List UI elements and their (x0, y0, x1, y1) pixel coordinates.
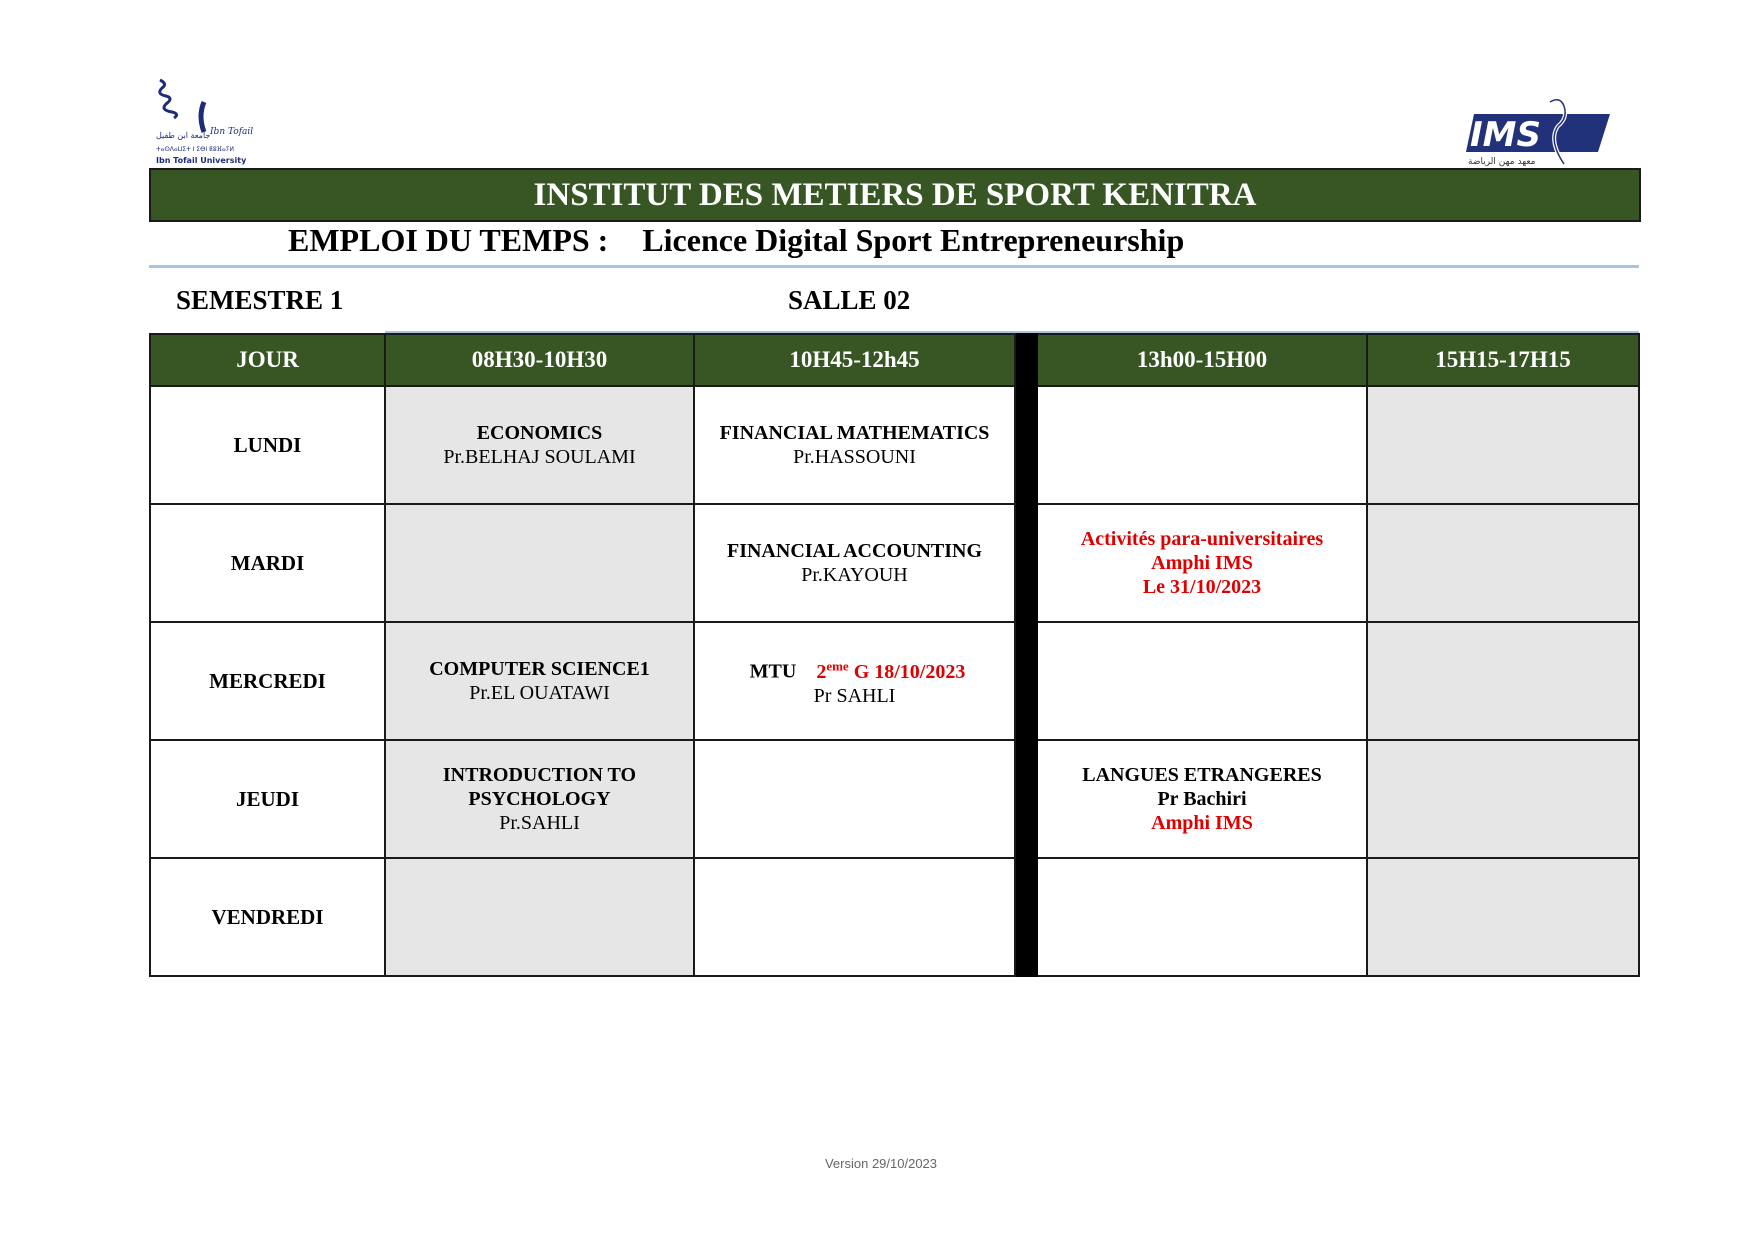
professor: Pr Bachiri (1157, 788, 1247, 810)
divider-line (149, 265, 1639, 268)
header-slot-1: 08H30-10H30 (385, 334, 694, 386)
institute-title-bar: INSTITUT DES METIERS DE SPORT KENITRA (149, 168, 1641, 222)
lunch-separator (1015, 622, 1037, 740)
event-cell (1037, 504, 1367, 622)
svg-text:جامعة ابن طفيل: جامعة ابن طفيل (156, 131, 211, 140)
lunch-separator (1015, 386, 1037, 504)
professor: Pr.KAYOUH (801, 564, 908, 586)
course-name: LANGUES ETRANGERES (1082, 764, 1322, 786)
ims-logo (1464, 96, 1614, 168)
lunch-separator (1015, 504, 1037, 622)
semester-label: SEMESTRE 1 (176, 285, 344, 315)
course-cell (1037, 740, 1367, 858)
note-rest: G 18/10/2023 (853, 660, 966, 683)
professor: Pr.BELHAJ SOULAMI (443, 446, 636, 468)
course-cell (385, 622, 694, 740)
svg-text:Ibn Tofail: Ibn Tofail (210, 127, 254, 137)
lunch-separator (1015, 334, 1037, 386)
day-cell: VENDREDI (150, 858, 385, 976)
note-superscript: eme (826, 658, 849, 674)
empty-cell (694, 858, 1015, 976)
course-name: INTRODUCTION TO (442, 764, 637, 786)
empty-cell (1037, 858, 1367, 976)
professor: Pr.SAHLI (499, 812, 580, 834)
empty-cell (694, 740, 1015, 858)
empty-cell (385, 504, 694, 622)
program-name: Licence Digital Sport Entrepreneurship (642, 222, 1185, 258)
svg-text:ⵜⴰⵙⴷⴰⵡⵉⵜ ⵏ ⵉⴱⵏ ⵟⵓⴼⴰⵢⵍ: ⵜⴰⵙⴷⴰⵡⵉⵜ ⵏ ⵉⴱⵏ ⵟⵓⴼⴰⵢⵍ (156, 146, 235, 153)
svg-text:معهد مهن الرياضة: معهد مهن الرياضة (1468, 157, 1536, 167)
course-cell (694, 504, 1015, 622)
header-slot-4: 15H15-17H15 (1367, 334, 1639, 386)
event-location: Amphi IMS (1151, 552, 1253, 574)
room-label: SALLE 02 (788, 285, 911, 315)
empty-cell (1037, 622, 1367, 740)
empty-cell (1367, 504, 1639, 622)
empty-cell (1367, 386, 1639, 504)
empty-cell (1367, 622, 1639, 740)
svg-text:Ibn Tofail University: Ibn Tofail University (156, 156, 247, 165)
table-row (150, 740, 1639, 858)
svg-text:IMS: IMS (1470, 115, 1541, 155)
day-cell: MARDI (150, 504, 385, 622)
header-row (150, 334, 1639, 386)
schedule-subtitle (288, 222, 1184, 259)
version-label: Version 29/10/2023 (824, 1156, 938, 1171)
course-name: MTU (749, 660, 797, 683)
event-date: Le 31/10/2023 (1142, 576, 1262, 598)
course-name: ECONOMICS (476, 422, 603, 444)
event-name: Activités para-universitaires (1080, 528, 1324, 550)
empty-cell (1037, 386, 1367, 504)
day-cell: LUNDI (150, 386, 385, 504)
subtitle-label: EMPLOI DU TEMPS : (288, 222, 609, 258)
table-row (150, 858, 1639, 976)
course-cell (385, 740, 694, 858)
course-cell (694, 622, 1015, 740)
course-location: Amphi IMS (1151, 812, 1253, 834)
table-row (150, 386, 1639, 504)
course-name: PSYCHOLOGY (468, 788, 611, 810)
ibn-tofail-university-logo (152, 76, 254, 166)
header-slot-3: 13h00-15H00 (1037, 334, 1367, 386)
course-note (816, 658, 966, 683)
header-day: JOUR (150, 334, 385, 386)
day-cell: MERCREDI (150, 622, 385, 740)
course-name: FINANCIAL MATHEMATICS (719, 422, 990, 444)
table-row (150, 622, 1639, 740)
course-cell (694, 386, 1015, 504)
timetable (149, 333, 1640, 977)
professor: Pr.EL OUATAWI (469, 682, 610, 704)
empty-cell (385, 858, 694, 976)
lunch-separator (1015, 740, 1037, 858)
course-cell (385, 386, 694, 504)
course-name: FINANCIAL ACCOUNTING (726, 540, 983, 562)
table-row (150, 504, 1639, 622)
empty-cell (1367, 858, 1639, 976)
header-slot-2: 10H45-12h45 (694, 334, 1015, 386)
course-name: COMPUTER SCIENCE1 (429, 658, 650, 680)
professor: Pr.HASSOUNI (793, 446, 916, 468)
empty-cell (1367, 740, 1639, 858)
professor: Pr SAHLI (813, 684, 896, 707)
note-number: 2 (816, 660, 827, 683)
lunch-separator (1015, 858, 1037, 976)
day-cell: JEUDI (150, 740, 385, 858)
